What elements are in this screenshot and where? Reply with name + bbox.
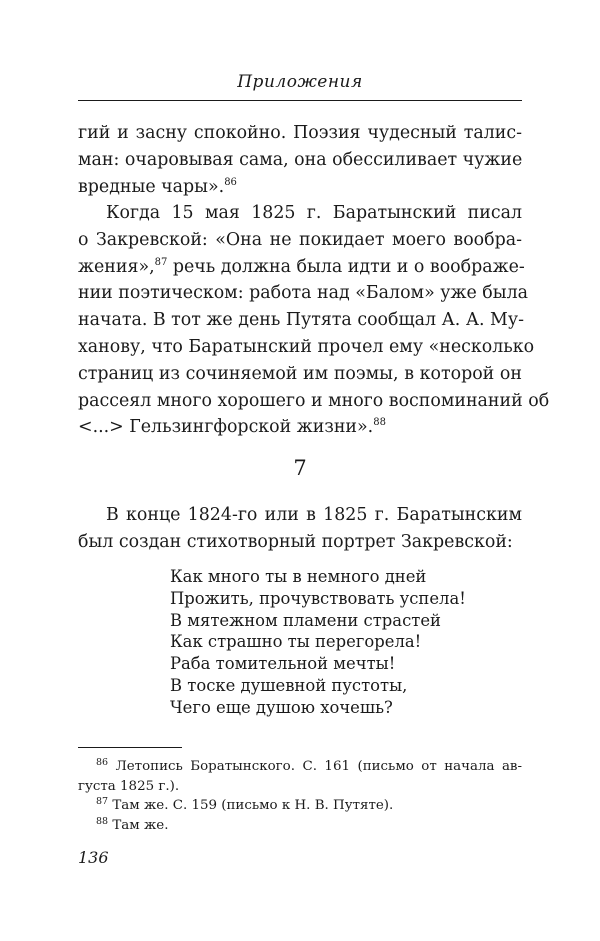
text-line [78, 254, 525, 281]
text-line: ханову, что Баратынский прочел ему «несколько [78, 336, 535, 357]
text-line: был создан стихотворный портрет Закревской: [78, 531, 513, 552]
text-line: В конце 1824-го или в 1825 г. Баратынским [106, 505, 522, 525]
text-line: начата. В тот же день Путята сообщал А. А. Му- [78, 310, 524, 331]
footnote-86 [78, 757, 522, 777]
footnote-88 [78, 816, 522, 836]
footnote-ref-88[interactable]: 88 [373, 417, 386, 429]
text-span: вредные чары». [78, 176, 225, 197]
text-line: ман: очаровывая сама, она обессиливает чужие [78, 149, 523, 170]
footnote-ref-87[interactable]: 87 [154, 256, 168, 268]
text-span: <...> Гельзингфорской жизни». [78, 417, 374, 438]
footnote-text: Летопись Боратынского. С. 161 (письмо от начала ав- [115, 759, 522, 774]
footnotes [78, 757, 522, 835]
footnote-87 [78, 796, 522, 816]
poem-line: Как много ты в немного дней [170, 567, 427, 586]
text-span: речь должна была идти и о воображе- [167, 256, 525, 277]
paragraph-2 [78, 200, 550, 441]
paragraph-3 [78, 502, 522, 556]
text-line [78, 414, 522, 441]
text-line: нии поэтическом: работа над «Балом» уже была [78, 283, 529, 304]
paragraph-1 [78, 120, 522, 200]
section-number: 7 [293, 456, 307, 480]
footnote-ref-86[interactable]: 86 [224, 176, 237, 188]
poem-line: Прожить, прочувствовать успела! [170, 588, 466, 608]
poem-line: В мятежном пламени страстей [170, 610, 441, 630]
poem-line: Раба томительной мечты! [170, 654, 396, 674]
poem-line: Чего еще душою хочешь? [170, 697, 393, 717]
text-span: жения», [78, 256, 155, 277]
running-header: Приложения [237, 72, 363, 92]
poem-line: Как страшно ты перегорела! [170, 632, 422, 652]
text-line: Когда 15 мая 1825 г. Баратынский писал [106, 203, 522, 223]
footnote-number: 88 [96, 815, 109, 827]
footnote-rule [78, 747, 182, 748]
text-line [78, 174, 522, 201]
poem [170, 566, 466, 719]
header-rule [78, 100, 522, 101]
text-line: рассеял много хорошего и много воспоминаний об [78, 390, 550, 411]
text-line: страниц из сочиняемой им поэмы, в которой он [78, 363, 522, 384]
text-line: гий и засну спокойно. Поэзия чудесный талис- [78, 123, 522, 143]
page-number: 136 [78, 848, 109, 867]
footnote-86-cont: густа 1825 г.). [78, 778, 180, 794]
poem-line: В тоске душевной пустоты, [170, 675, 408, 695]
footnote-number: 87 [96, 796, 109, 808]
text-line: о Закревской: «Она не покидает моего вообра- [78, 229, 522, 250]
footnote-text: Там же. [112, 817, 169, 833]
footnote-text: Там же. С. 159 (письмо к Н. В. Путяте). [112, 798, 394, 814]
footnote-number: 86 [96, 757, 109, 768]
